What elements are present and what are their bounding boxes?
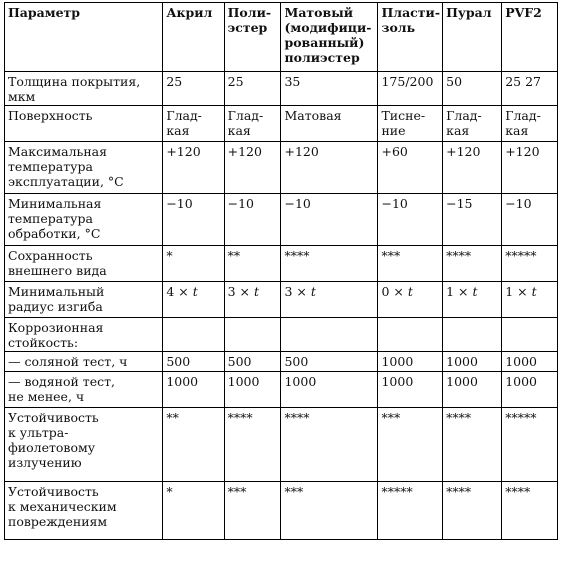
cell-text: 25 27: [505, 74, 541, 89]
value-cell: [502, 282, 558, 318]
value-cell: [443, 72, 502, 106]
value-cell: [443, 318, 502, 352]
value-cell: [443, 482, 502, 540]
row-label-cell: [5, 408, 163, 482]
header-cell: Пласти- золь: [378, 3, 443, 72]
row-label-cell: [5, 318, 163, 352]
table-header-row: [5, 3, 558, 72]
row-label-cell: [5, 352, 163, 372]
value-cell: [378, 142, 443, 194]
table-row: [5, 352, 558, 372]
cell-text: Поверхность: [8, 108, 93, 123]
value-cell: [163, 72, 224, 106]
value-cell: [281, 106, 378, 142]
row-label-cell: [5, 194, 163, 246]
table-row: [5, 142, 558, 194]
cell-text: ***: [227, 484, 247, 499]
cell-text: Устойчивость к ультра- фиолетовому излучению: [8, 410, 99, 470]
value-cell: [502, 246, 558, 282]
cell-text: Глад- кая: [505, 108, 541, 138]
value-cell: [163, 318, 224, 352]
cell-text: 1000: [284, 374, 317, 389]
value-cell: [281, 282, 378, 318]
cell-text: Толщина покрытия, мкм: [8, 74, 141, 104]
value-cell: [502, 194, 558, 246]
cell-text: 4 × t: [166, 284, 198, 299]
cell-text: *****: [505, 248, 537, 263]
cell-text: +120: [166, 144, 201, 159]
table-row: [5, 246, 558, 282]
value-cell: [224, 408, 281, 482]
cell-text: Тисне- ние: [381, 108, 426, 138]
value-cell: [281, 482, 378, 540]
cell-text: −10: [284, 196, 311, 211]
value-cell: [443, 408, 502, 482]
header-cell: Поли- эстер: [224, 3, 281, 72]
cell-text: 35: [284, 74, 301, 89]
cell-text: 25: [166, 74, 183, 89]
value-cell: [281, 352, 378, 372]
cell-text: Коррозионная стойкость:: [8, 320, 104, 350]
value-cell: [502, 408, 558, 482]
cell-text: Глад- кая: [227, 108, 264, 138]
value-cell: [163, 106, 224, 142]
value-cell: [378, 246, 443, 282]
table-row: [5, 318, 558, 352]
value-cell: [502, 352, 558, 372]
cell-text: Сохранность внешнего вида: [8, 248, 107, 278]
cell-text: −10: [505, 196, 532, 211]
value-cell: [224, 318, 281, 352]
cell-text: 0 × t: [381, 284, 413, 299]
value-cell: [378, 72, 443, 106]
cell-text: 500: [166, 354, 191, 369]
value-cell: [163, 142, 224, 194]
value-cell: [378, 318, 443, 352]
cell-text: ****: [284, 410, 310, 425]
value-cell: [443, 142, 502, 194]
cell-text: Минимальный радиус изгиба: [8, 284, 105, 314]
value-cell: [163, 352, 224, 372]
cell-text: +120: [505, 144, 540, 159]
cell-text: +60: [381, 144, 408, 159]
cell-text: ***: [284, 484, 304, 499]
value-cell: [502, 106, 558, 142]
value-cell: [443, 194, 502, 246]
row-label-cell: [5, 246, 163, 282]
cell-text: 1000: [227, 374, 260, 389]
cell-text: 1000: [166, 374, 199, 389]
cell-text: — водяной тест, не менее, ч: [8, 374, 115, 404]
header-cell: PVF2: [502, 3, 558, 72]
value-cell: [224, 372, 281, 408]
cell-text: −10: [166, 196, 193, 211]
cell-text: +120: [446, 144, 481, 159]
value-cell: [502, 318, 558, 352]
value-cell: [224, 282, 281, 318]
value-cell: [281, 246, 378, 282]
table-row: [5, 72, 558, 106]
value-cell: [378, 482, 443, 540]
cell-text: Минимальная температура обработки, °С: [8, 196, 102, 241]
value-cell: [502, 142, 558, 194]
row-label-cell: [5, 482, 163, 540]
cell-text: ****: [227, 410, 253, 425]
table-row: [5, 282, 558, 318]
cell-text: Глад- кая: [166, 108, 202, 138]
value-cell: [224, 194, 281, 246]
value-cell: [443, 246, 502, 282]
cell-text: ****: [446, 248, 472, 263]
value-cell: [224, 142, 281, 194]
value-cell: [163, 246, 224, 282]
cell-text: 1000: [381, 374, 414, 389]
cell-text: — соляной тест, ч: [8, 354, 128, 369]
value-cell: [443, 352, 502, 372]
value-cell: [224, 352, 281, 372]
value-cell: [281, 142, 378, 194]
cell-text: *****: [381, 484, 413, 499]
cell-text: 1000: [446, 374, 478, 389]
value-cell: [502, 72, 558, 106]
cell-text: Глад- кая: [446, 108, 482, 138]
value-cell: [281, 408, 378, 482]
cell-text: **: [227, 248, 241, 263]
value-cell: [502, 482, 558, 540]
cell-text: −15: [446, 196, 473, 211]
cell-text: −10: [381, 196, 408, 211]
value-cell: [281, 318, 378, 352]
cell-text: 1000: [505, 374, 538, 389]
cell-text: *: [166, 248, 173, 263]
row-label-cell: [5, 142, 163, 194]
cell-text: 1000: [446, 354, 478, 369]
value-cell: [163, 372, 224, 408]
row-label-cell: [5, 72, 163, 106]
value-cell: [378, 194, 443, 246]
header-cell: Матовый (модифици- рованный) полиэстер: [281, 3, 378, 72]
cell-text: ***: [381, 410, 401, 425]
value-cell: [443, 106, 502, 142]
cell-text: 3 × t: [284, 284, 316, 299]
header-cell: Пурал: [443, 3, 502, 72]
cell-text: 50: [446, 74, 463, 89]
value-cell: [378, 352, 443, 372]
value-cell: [163, 282, 224, 318]
table-row: [5, 194, 558, 246]
cell-text: 175/200: [381, 74, 434, 89]
cell-text: **: [166, 410, 179, 425]
cell-text: 3 × t: [227, 284, 260, 299]
value-cell: [224, 482, 281, 540]
cell-text: 500: [284, 354, 309, 369]
cell-text: Матовая: [284, 108, 342, 123]
properties-table: [4, 2, 558, 540]
cell-text: +120: [227, 144, 262, 159]
cell-text: 1 × t: [505, 284, 537, 299]
value-cell: [378, 372, 443, 408]
value-cell: [443, 372, 502, 408]
table-row: [5, 106, 558, 142]
value-cell: [163, 482, 224, 540]
table-row: [5, 408, 558, 482]
table-body: [5, 72, 558, 540]
value-cell: [378, 106, 443, 142]
cell-text: ****: [446, 410, 472, 425]
cell-text: *: [166, 484, 173, 499]
value-cell: [378, 282, 443, 318]
value-cell: [163, 408, 224, 482]
cell-text: 500: [227, 354, 252, 369]
cell-text: 1000: [381, 354, 414, 369]
cell-text: 1000: [505, 354, 538, 369]
cell-text: +120: [284, 144, 319, 159]
cell-text: ****: [284, 248, 310, 263]
cell-text: ***: [381, 248, 401, 263]
header-cell: Акрил: [163, 3, 224, 72]
value-cell: [163, 194, 224, 246]
cell-text: ****: [446, 484, 472, 499]
row-label-cell: [5, 106, 163, 142]
cell-text: ****: [505, 484, 531, 499]
value-cell: [281, 72, 378, 106]
cell-text: 1 × t: [446, 284, 478, 299]
row-label-cell: [5, 282, 163, 318]
value-cell: [378, 408, 443, 482]
cell-text: Максимальная температура эксплуатации, °С: [8, 144, 124, 189]
value-cell: [224, 72, 281, 106]
table-row: [5, 372, 558, 408]
table-wrapper: [4, 2, 558, 540]
cell-text: −10: [227, 196, 255, 211]
value-cell: [224, 246, 281, 282]
value-cell: [281, 372, 378, 408]
value-cell: [224, 106, 281, 142]
value-cell: [502, 372, 558, 408]
value-cell: [443, 282, 502, 318]
header-cell: Параметр: [5, 3, 163, 72]
cell-text: 25: [227, 74, 244, 89]
table-row: [5, 482, 558, 540]
value-cell: [281, 194, 378, 246]
cell-text: *****: [505, 410, 537, 425]
cell-text: Устойчивость к механическим повреждениям: [8, 484, 117, 529]
row-label-cell: [5, 372, 163, 408]
